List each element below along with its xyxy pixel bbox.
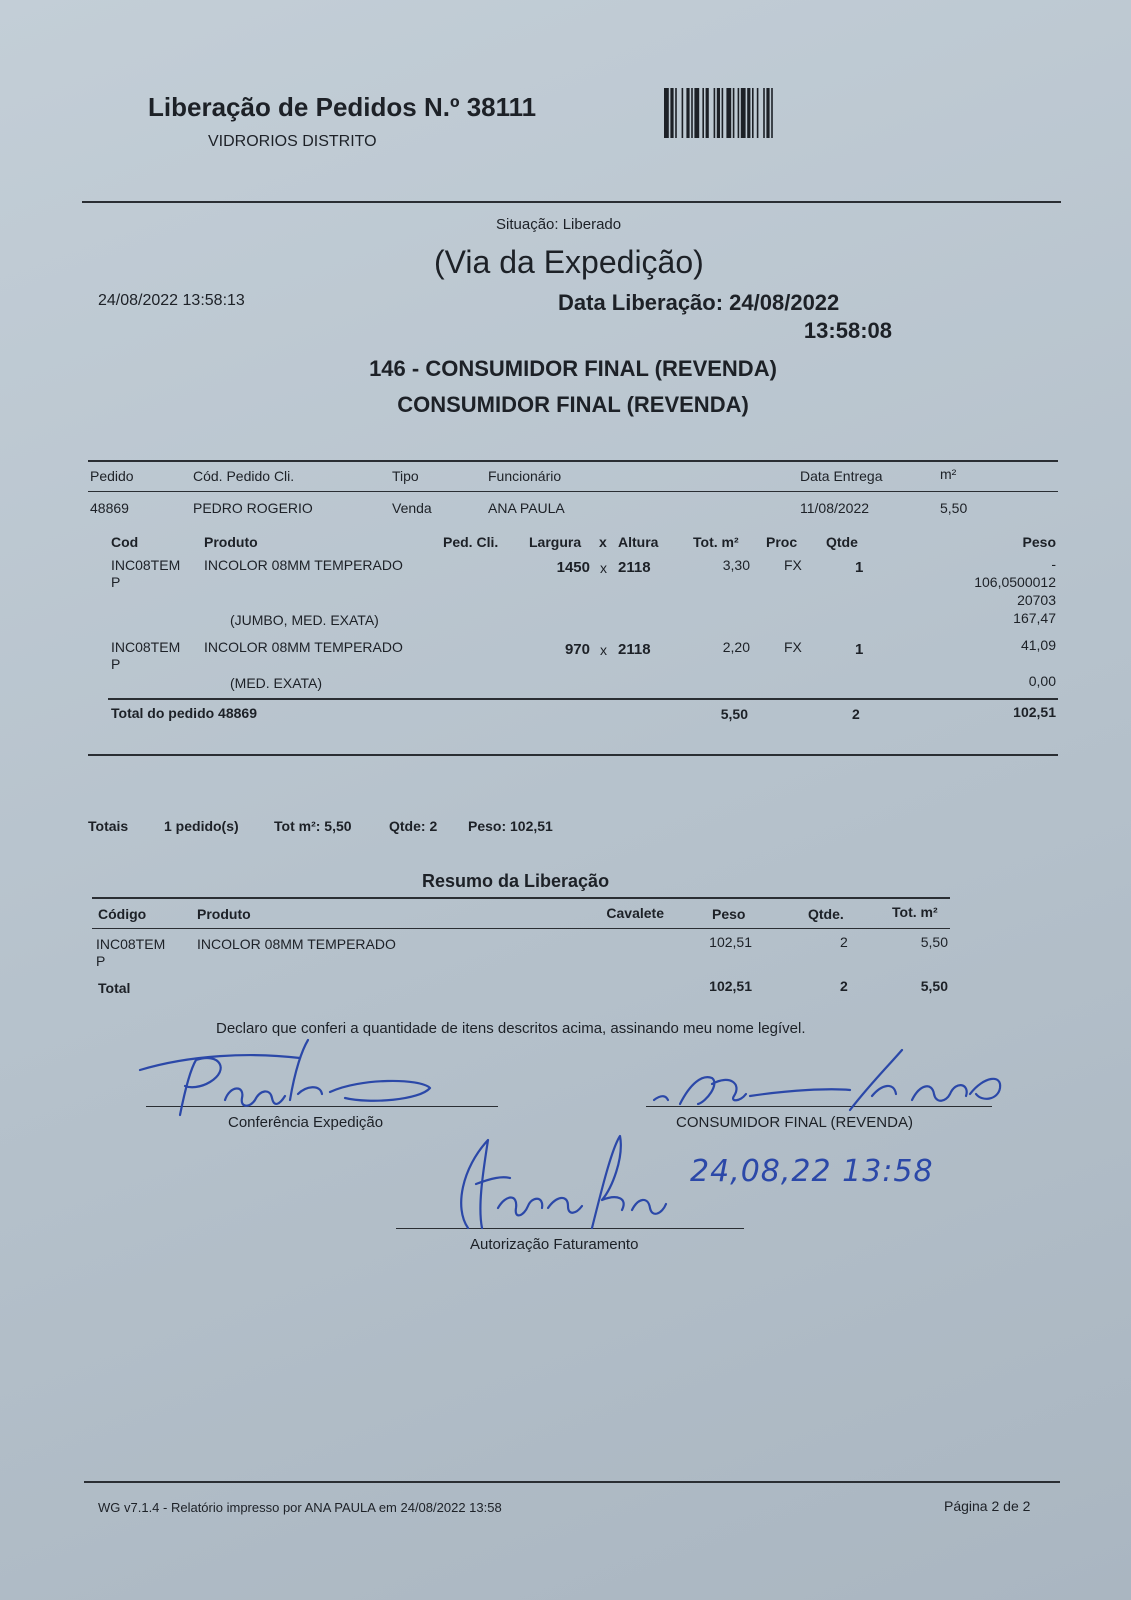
item-1-peso-dash: - [1051,556,1056,572]
signature-conferencia-image [130,1030,460,1120]
col-cod-cli: Cód. Pedido Cli. [193,468,295,484]
item-2-x: x [600,642,607,658]
printed-at: 24/08/2022 13:58:13 [98,292,245,309]
col-data-entrega: Data Entrega [800,468,883,484]
order-total-label: Total do pedido 48869 [111,705,257,721]
footer-page-number: Página 2 de 2 [944,1498,1031,1514]
items-col-produto: Produto [204,534,258,550]
items-col-peso: Peso [1022,534,1056,550]
signature-label-autorizacao: Autorização Faturamento [470,1236,639,1253]
item-1-tot-m2: 3,30 [722,557,750,573]
order-cod-cli: PEDRO ROGERIO [193,500,313,516]
totals-peso: Peso: 102,51 [468,818,553,834]
copy-label: (Via da Expedição) [434,244,704,280]
order-divider-top [88,460,1058,462]
totals-qtde: Qtde: 2 [389,818,438,834]
summary-row-cod-cont: P [96,953,106,969]
item-1-note-peso: 167,47 [1013,610,1056,626]
client-name: 146 - CONSUMIDOR FINAL (REVENDA) [369,356,777,381]
header-divider [82,201,1061,203]
col-m2: m² [940,466,957,482]
item-1-cod-cont: P [111,574,121,590]
summary-row-peso: 102,51 [709,934,752,950]
order-total-m2: 5,50 [720,706,748,722]
order-tipo: Venda [392,500,432,516]
summary-title: Resumo da Liberação [422,871,610,891]
col-tipo: Tipo [392,468,419,484]
col-funcionario: Funcionário [488,468,562,484]
item-2-proc: FX [784,639,802,655]
declaration-text: Declaro que conferi a quantidade de itens descritos acima, assinando meu nome legível. [216,1020,806,1037]
signature-cliente-image [650,1044,1020,1120]
item-1-x: x [600,560,607,576]
summary-row-tot-m2: 5,50 [920,934,948,950]
items-col-x: x [599,534,607,550]
summary-row-cod: INC08TEM [96,936,166,952]
barcode-icon [664,88,840,140]
items-col-cod: Cod [111,534,139,550]
summary-total-m2: 5,50 [920,978,948,994]
document-title: Liberação de Pedidos N.º 38111 [148,92,537,122]
release-date: Data Liberação: 24/08/2022 [558,290,840,315]
item-1-produto: INCOLOR 08MM TEMPERADO [204,557,403,573]
item-2-produto: INCOLOR 08MM TEMPERADO [204,639,403,655]
summary-total-label: Total [98,980,131,996]
signature-autorizacao-image [452,1128,678,1238]
col-pedido: Pedido [90,468,134,484]
summary-col-codigo: Código [98,906,147,922]
items-col-largura: Largura [529,534,582,550]
summary-col-produto: Produto [197,906,251,922]
totals-m2: Tot m²: 5,50 [274,818,352,834]
item-1-note: (JUMBO, MED. EXATA) [230,612,379,628]
item-2-cod-cont: P [111,656,121,672]
item-2-peso: 41,09 [1020,637,1056,653]
order-pedido: 48869 [90,500,129,516]
summary-col-peso: Peso [712,906,746,922]
totals-label: Totais [88,818,129,834]
summary-col-qtde: Qtde. [808,906,844,922]
items-col-ped-cli: Ped. Cli. [443,534,499,550]
order-data-entrega: 11/08/2022 [800,500,870,516]
client-name-secondary: CONSUMIDOR FINAL (REVENDA) [397,392,749,417]
release-time: 13:58:08 [803,318,892,343]
order-funcionario: ANA PAULA [488,500,565,516]
item-2-note-peso: 0,00 [1028,673,1056,689]
item-1-peso-cont: 20703 [1017,592,1056,608]
items-col-qtde: Qtde [826,534,858,550]
totals-pedidos: 1 pedido(s) [164,818,239,834]
item-1-cod: INC08TEM [111,557,181,573]
items-col-tot-m2: Tot. m² [693,534,739,550]
item-2-tot-m2: 2,20 [722,639,750,655]
signature-label-conferencia: Conferência Expedição [228,1114,384,1131]
footer-divider [84,1481,1060,1483]
items-col-altura: Altura [618,534,659,550]
item-2-note: (MED. EXATA) [230,675,323,691]
summary-total-qtde: 2 [840,978,848,994]
items-total-divider [108,698,1058,700]
order-divider-bottom [88,754,1058,756]
handwritten-date: 24,08,22 13:58 [690,1154,934,1189]
item-2-cod: INC08TEM [111,639,181,655]
item-1-peso: 106,0500012 [974,574,1056,590]
item-2-qtde: 1 [855,641,864,658]
item-2-altura: 2118 [618,641,651,658]
item-2-largura: 970 [564,641,590,658]
item-1-qtde: 1 [855,559,864,576]
item-1-proc: FX [784,557,802,573]
order-m2: 5,50 [940,500,968,516]
summary-col-tot-m2: Tot. m² [892,904,938,920]
company-name: VIDRORIOS DISTRITO [208,133,377,150]
item-1-largura: 1450 [556,559,590,576]
summary-divider-mid [92,928,950,929]
order-total-peso: 102,51 [1013,704,1056,720]
summary-divider-top [92,897,950,899]
order-divider-mid [88,491,1058,492]
order-total-qtde: 2 [852,706,860,722]
footer-printed-by: WG v7.1.4 - Relatório impresso por ANA PAULA em 24/08/2022 13:58 [98,1500,502,1515]
summary-row-produto: INCOLOR 08MM TEMPERADO [197,936,396,952]
items-col-proc: Proc [766,534,798,550]
summary-row-qtde: 2 [840,934,848,950]
summary-total-peso: 102,51 [709,978,752,994]
signature-label-cliente: CONSUMIDOR FINAL (REVENDA) [676,1114,913,1131]
status-label: Situação: Liberado [496,216,622,233]
summary-col-cavalete: Cavalete [606,905,664,921]
item-1-altura: 2118 [618,559,651,576]
